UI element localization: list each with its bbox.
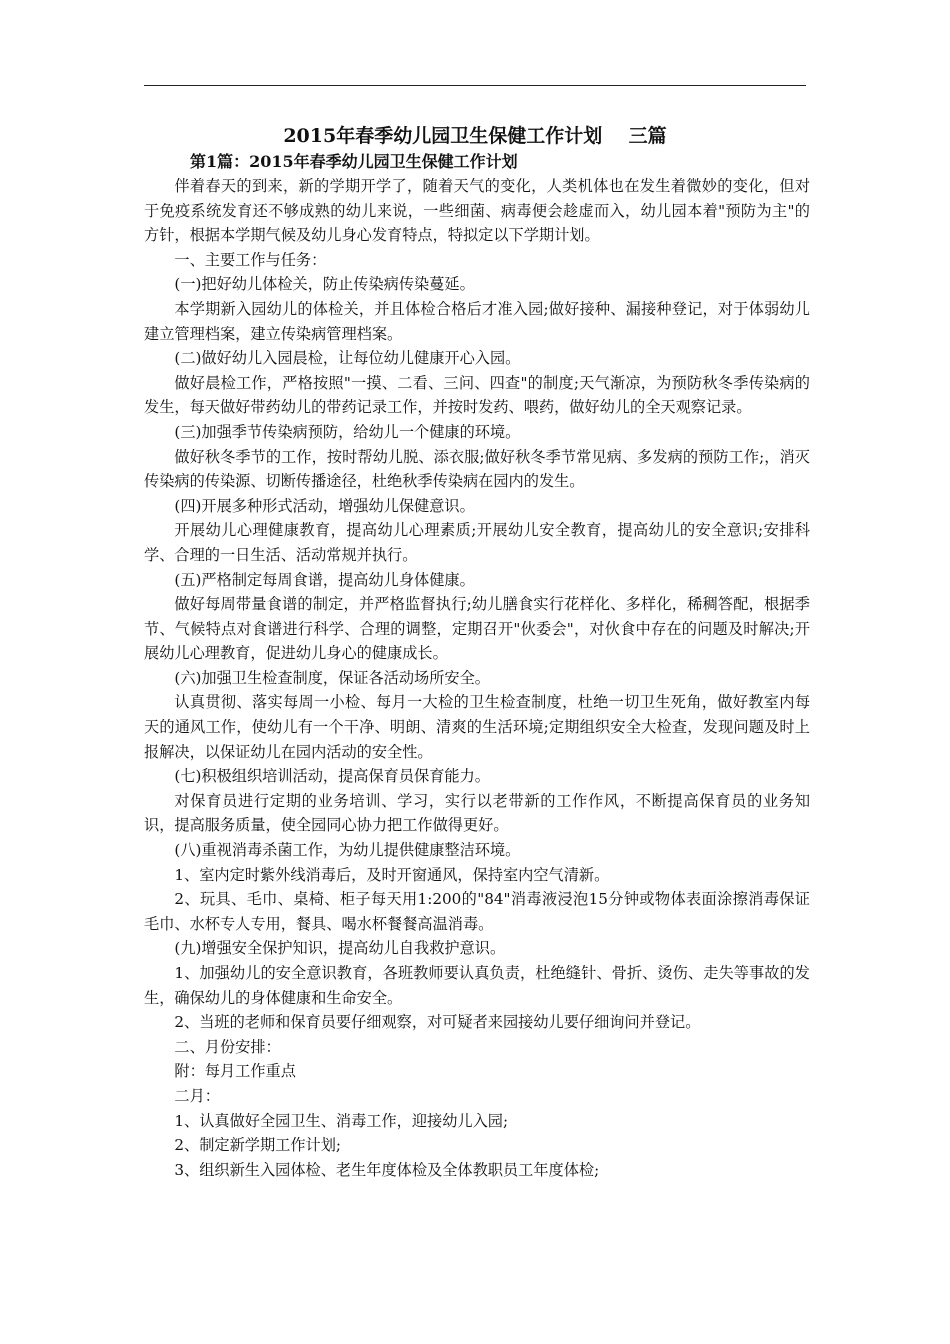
paragraph: (四)开展多种形式活动，增强幼儿保健意识。 — [174, 496, 475, 515]
paragraph: (二)做好幼儿入园晨检，让每位幼儿健康开心入园。 — [174, 349, 521, 368]
paragraph: (七)积极组织培训活动，提高保育员保育能力。 — [174, 767, 490, 786]
paragraph: 做好每周带量食谱的制定，并严格监督执行;幼儿膳食实行花样化、多样化，稀稠答配，根据季节、气候特点对食谱进行科学、合理的调整，定期召开"伙委会"，对伙食中存在的问题及时解决;开展幼儿心理教育，促进幼儿身心的健康成长。 — [144, 595, 810, 663]
paragraph: (三)加强季节传染病预防，给幼儿一个健康的环境。 — [174, 422, 521, 441]
document-title: 2015年春季幼儿园卫生保健工作计划 三篇 — [283, 125, 667, 147]
paragraph: 做好晨检工作，严格按照"一摸、二看、三问、四查"的制度;天气渐凉，为预防秋冬季传染病的发生，每天做好带药幼儿的带药记录工作，并按时发药、喂药，做好幼儿的全天观察记录。 — [144, 373, 810, 417]
paragraph: 对保育员进行定期的业务培训、学习，实行以老带新的工作作风，不断提高保育员的业务知识，提高服务质量，使全园同心协力把工作做得更好。 — [144, 791, 810, 835]
paragraph: 一、主要工作与任务： — [174, 250, 327, 269]
paragraph: 伴着春天的到来，新的学期开学了，随着天气的变化，人类机体也在发生着微妙的变化，但对于免疫系统发育还不够成熟的幼儿来说，一些细菌、病毒便会趁虚而入，幼儿园本着"预防为主"的方针，根据本学期气候及幼儿身心发育特点，特拟定以下学期计划。 — [144, 177, 810, 245]
paragraph: 附：每月工作重点 — [174, 1062, 296, 1081]
paragraph: (一)把好幼儿体检关，防止传染病传染蔓延。 — [174, 275, 475, 294]
paragraph: 1、加强幼儿的安全意识教育，各班教师要认真负责，杜绝缝针、骨折、烫伤、走失等事故的发生，确保幼儿的身体健康和生命安全。 — [144, 964, 810, 1007]
paragraph: 开展幼儿心理健康教育，提高幼儿心理素质;开展幼儿安全教育，提高幼儿的安全意识;安排科学、合理的一日生活、活动常规并执行。 — [144, 521, 810, 564]
section-heading: 第1篇：2015年春季幼儿园卫生保健工作计划 — [190, 152, 518, 171]
paragraph: (五)严格制定每周食谱，提高幼儿身体健康。 — [174, 570, 475, 589]
paragraph: (九)增强安全保护知识，提高幼儿自我救护意识。 — [174, 939, 506, 958]
paragraph: 二、月份安排： — [174, 1037, 281, 1056]
paragraph: 2、玩具、毛巾、桌椅、柜子每天用1:200的"84"消毒液浸泡15分钟或物体表面涂擦消毒保证毛巾、水杯专人专用，餐具、喝水杯餐餐高温消毒。 — [144, 890, 810, 933]
paragraph: 做好秋冬季节的工作，按时帮幼儿脱、添衣服;做好秋冬季节常见病、多发病的预防工作;，消灭传染病的传染源、切断传播途径，杜绝秋季传染病在园内的发生。 — [144, 447, 810, 491]
paragraph: (八)重视消毒杀菌工作，为幼儿提供健康整洁环境。 — [174, 841, 521, 860]
paragraph: 2、制定新学期工作计划; — [174, 1136, 342, 1155]
paragraph: 本学期新入园幼儿的体检关，并且体检合格后才准入园;做好接种、漏接种登记，对于体弱幼儿建立管理档案，建立传染病管理档案。 — [144, 299, 810, 343]
header-rule — [144, 85, 806, 86]
document-body — [144, 174, 810, 1182]
paragraph: 3、组织新生入园体检、老生年度体检及全体教职员工年度体检; — [174, 1160, 600, 1179]
paragraph: (六)加强卫生检查制度，保证各活动场所安全。 — [174, 668, 490, 687]
paragraph: 二月： — [174, 1086, 220, 1105]
paragraph: 认真贯彻、落实每周一小检、每月一大检的卫生检查制度，杜绝一切卫生死角，做好教室内每天的通风工作，使幼儿有一个干净、明朗、清爽的生活环境;定期组织安全大检查，发现问题及时上报解决，以保证幼儿在园内活动的安全性。 — [144, 693, 810, 761]
paragraph: 1、认真做好全园卫生、消毒工作，迎接幼儿入园; — [174, 1111, 509, 1130]
paragraph: 2、当班的老师和保育员要仔细观察，对可疑者来园接幼儿要仔细询问并登记。 — [174, 1013, 701, 1032]
paragraph: 1、室内定时紫外线消毒后，及时开窗通风，保持室内空气清新。 — [174, 865, 610, 884]
